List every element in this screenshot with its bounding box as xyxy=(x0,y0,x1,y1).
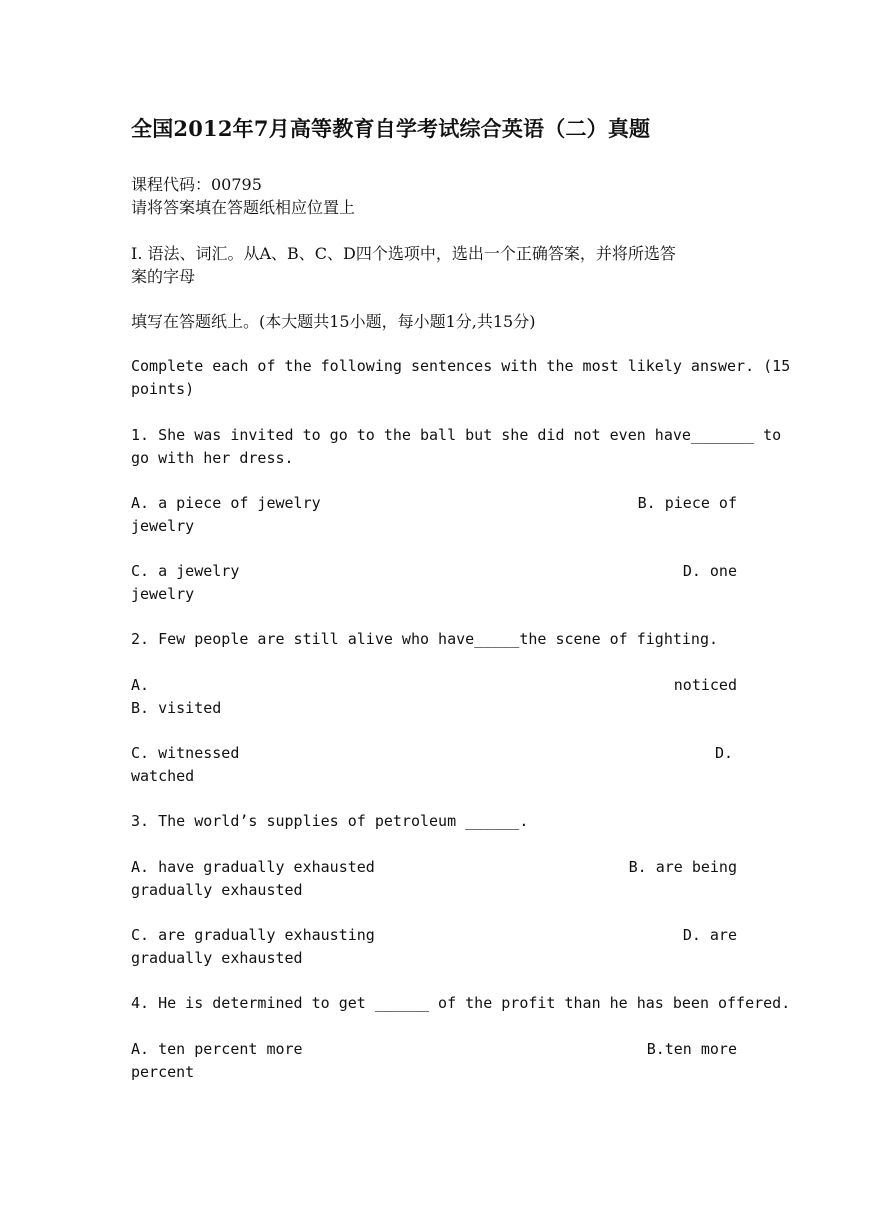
question-3-stem: 3. The world’s supplies of petroleum ______. xyxy=(131,812,529,830)
question-3-options-ab xyxy=(131,856,737,902)
option-d: D. one xyxy=(682,562,737,580)
question-2-options-ab xyxy=(131,674,737,720)
option-c: C. are gradually exhausting xyxy=(131,926,375,944)
page-title: 全国2012年7月高等教育自学考试综合英语（二）真题 xyxy=(131,116,651,141)
question-1-options-cd xyxy=(131,560,737,606)
option-d: D. are xyxy=(682,926,737,944)
question-1-options-ab xyxy=(131,492,737,538)
option-a: A. have gradually exhausted xyxy=(131,858,375,876)
section-score-note: 填写在答题纸上。(本大题共15小题，每小题1分,共15分) xyxy=(131,312,536,331)
option-b: B. piece of xyxy=(637,494,737,512)
option-b: B. are being xyxy=(628,858,737,876)
section-heading-cont: 案的字母 xyxy=(131,267,196,286)
question-2-options-cd xyxy=(131,742,737,788)
option-a-cont: noticed xyxy=(673,676,737,694)
question-2-stem: 2. Few people are still alive who have_____the scene of fighting. xyxy=(131,630,718,648)
option-b-cont: jewelry xyxy=(131,517,195,535)
option-a: A. xyxy=(131,676,150,694)
section-english-instruction-cont: points) xyxy=(131,380,195,398)
question-4-options-ab xyxy=(131,1038,737,1084)
option-d-cont: jewelry xyxy=(131,585,195,603)
question-1-stem-cont: go with her dress. xyxy=(131,449,294,467)
course-code: 课程代码：00795 xyxy=(131,175,262,194)
option-c: C. witnessed xyxy=(131,744,240,762)
option-d-cont: watched xyxy=(131,767,195,785)
option-d-cont: gradually exhausted xyxy=(131,949,303,967)
option-b: B.ten more xyxy=(646,1040,737,1058)
section-english-instruction: Complete each of the following sentences with the most likely answer. (15 xyxy=(131,357,791,375)
question-3-options-cd xyxy=(131,924,737,970)
option-b-cont: percent xyxy=(131,1063,195,1081)
section-heading: Ⅰ. 语法、词汇。从A、B、C、D四个选项中，选出一个正确答案，并将所选答 xyxy=(131,244,676,263)
option-d: D. xyxy=(714,744,733,762)
option-c: C. a jewelry xyxy=(131,562,240,580)
question-1-stem: 1. She was invited to go to the ball but she did not even have_______ to xyxy=(131,426,782,444)
answer-instruction: 请将答案填在答题纸相应位置上 xyxy=(131,198,356,217)
question-4-stem: 4. He is determined to get ______ of the profit than he has been offered. xyxy=(131,994,791,1012)
option-b-cont: gradually exhausted xyxy=(131,881,303,899)
option-a: A. a piece of jewelry xyxy=(131,494,321,512)
option-b: B. visited xyxy=(131,699,222,717)
option-a: A. ten percent more xyxy=(131,1040,303,1058)
